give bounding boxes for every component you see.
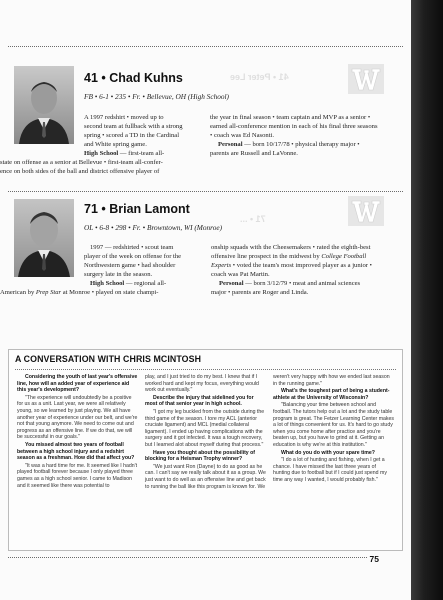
bio-line [211, 279, 372, 288]
bio-text: — born 3/12/79 • meat and animal sciences [243, 280, 361, 288]
bio-line: and White spring game. [84, 141, 147, 149]
bio-line: A 1997 redshirt • moved up to [84, 114, 164, 121]
personal-label: Personal [218, 141, 243, 149]
bio-text: — first-team all- [118, 150, 165, 158]
interview-question: Considering the youth of last year's offensive line, how will an added year of experience aid this year's development? [17, 374, 138, 394]
middle-divider [8, 191, 403, 192]
conversation-column-3 [273, 374, 394, 485]
bio-text: at Monroe • played on state champi- [61, 289, 159, 296]
bio-line: parents are Russell and LaVonne. [210, 150, 298, 158]
interview-question: Have you thought about the possibility of blocking for a Heisman Trophy winner? [145, 449, 256, 463]
wisconsin-w-logo [348, 196, 384, 226]
page-number: 75 [369, 554, 379, 564]
bottom-divider [8, 557, 367, 558]
bio-line: spring • scored a TD in the Cardinal [84, 132, 180, 140]
bio-left [84, 113, 183, 158]
bio-line: surgery late in the season. [84, 271, 153, 279]
hs-label: High School [84, 150, 119, 158]
bio-text: American by [0, 289, 36, 296]
bio-line: Northwestern game • had shoulder [84, 262, 176, 270]
background-header-middle: 71 • ... [240, 214, 266, 224]
player-name: 71 • Brian Lamont [84, 202, 190, 216]
bio-line: major • parents are Roger and Linda. [211, 289, 309, 297]
interview-question: What's the toughest part of being a student-athlete at the University of Wisconsin? [273, 388, 390, 401]
player-meta: FB • 6-1 • 235 • Fr. • Bellevue, OH (High School) [84, 92, 229, 101]
interview-question: Describe the injury that sidelined you for most of that senior year in high school. [145, 394, 254, 408]
player-photo [14, 66, 74, 144]
interview-answer: "Balancing your time between school and football. The tutors help out a lot and the study table program is great. The Fetzer Learning Center makes a lot of things convenient for us. It's hard to go study when you come home after practice and you're beaten up, but you have to grind at it. Getting an education is why we're at this institution." [273, 402, 395, 448]
bio-right [210, 113, 378, 158]
player-photo [14, 199, 74, 277]
player-card-kuhns [0, 58, 403, 196]
interview-answer: play, and I just tried to do my best. I knew that if I worked hard and kept my focus, everything would work out eventually." [145, 374, 259, 394]
page-edge-shadow [411, 0, 443, 600]
player-meta: OL • 6-8 • 298 • Fr. • Browntown, WI (Monroe) [84, 223, 223, 232]
hs-label: High School [90, 280, 125, 288]
interview-answer: "We just want Ron (Dayne) to do as good as he can. I can't say we really talk about it as a group. We just want to do well as an offensive line and get back to running the ball like this program is known for. We [145, 463, 266, 490]
bio-text-italic: Experts [211, 262, 232, 270]
bio-line: second team at fullback with a strong [84, 123, 183, 131]
bio-text-italic: Prep Star [35, 289, 62, 296]
bio-line: the year in final season • team captain and MVP as a senior • [210, 114, 371, 121]
personal-label: Personal [219, 280, 244, 288]
wisconsin-w-logo [348, 64, 384, 94]
bio-full [0, 158, 163, 176]
interview-answer: weren't very happy with how we ended last season in the running game." [273, 374, 390, 387]
bio-line: onship squads with the Cheesemakers • rated the eighth-best [211, 244, 371, 251]
bio-line [210, 140, 378, 149]
bio-text: — regional all- [124, 280, 167, 288]
bio-line: earned all-conference mention in each of his final three seasons [210, 123, 378, 131]
bio-line: player of the week on offense for the [84, 253, 182, 261]
conversation-column-2 [145, 374, 266, 491]
interview-question: What do you do with your spare time? [281, 449, 375, 456]
bio-text-italic: College Football [321, 253, 367, 261]
bio-line: ence on both sides of the ball and district offensive player of [0, 168, 160, 176]
bio-left [84, 243, 182, 288]
interview-answer: "I got my leg buckled from the outside during the third game of the season. I tore my ACL (anterior cruciate ligament) and MCL (medial collateral ligament). I ended up having complications with the surgery and it got infected. It was a tough recovery, but I learned alot about myself during that process." [145, 408, 265, 448]
player-card-lamont [0, 194, 403, 344]
bio-full [0, 288, 158, 297]
bio-line: state on offense as a senior at Bellevue • first-team all-confer- [0, 159, 163, 166]
bio-line: 1997 — redshirted • scout team [90, 244, 174, 251]
bio-line [0, 288, 158, 297]
bio-line: • coach was Ed Nasonti. [210, 132, 275, 140]
player-name: 41 • Chad Kuhns [84, 71, 183, 85]
conversation-column-1 [17, 374, 138, 490]
interview-answer: "It was a hard time for me. It seemed like I hadn't played football forever because I only played three games as a high school senior. I came to Madison and it seemed like there was potential to [17, 462, 138, 489]
interview-question: You missed almost two years of football between a high school injury and a redshirt season as a freshman. How did that affect you? [17, 441, 135, 462]
conversation-rule [15, 369, 396, 370]
bio-text: offensive line prospect in the midwest by [211, 253, 322, 261]
bio-text: • voted the team's most improved player as a junior • [231, 262, 372, 270]
conversation-title: A CONVERSATION WITH CHRIS MCINTOSH [15, 354, 202, 364]
bio-line [211, 261, 372, 270]
interview-answer: "I do a lot of hunting and fishing, when I get a chance. I have missed the last three years of hunting due to football but if I could just spend my time any way I wanted, I would probably fish." [273, 457, 387, 483]
top-divider [8, 46, 403, 47]
bio-line [211, 252, 372, 261]
bio-right [211, 243, 372, 298]
interview-answer: "The experience will undoubtedly be a positive for us as a unit. Last year, we were all relatively young, so we learned by just playing. We all have another year of experience under our belt, and we're not that young anymore. We need to come out and progress as an offensive line. If we do that, we will be successful in our goals." [17, 394, 138, 441]
bio-text: — born 10/17/78 • physical therapy major • [242, 141, 360, 149]
background-header-top: 41 • Peter Lee [230, 72, 289, 82]
bio-line: coach was Pat Martin. [211, 271, 270, 279]
conversation-box [8, 349, 403, 551]
